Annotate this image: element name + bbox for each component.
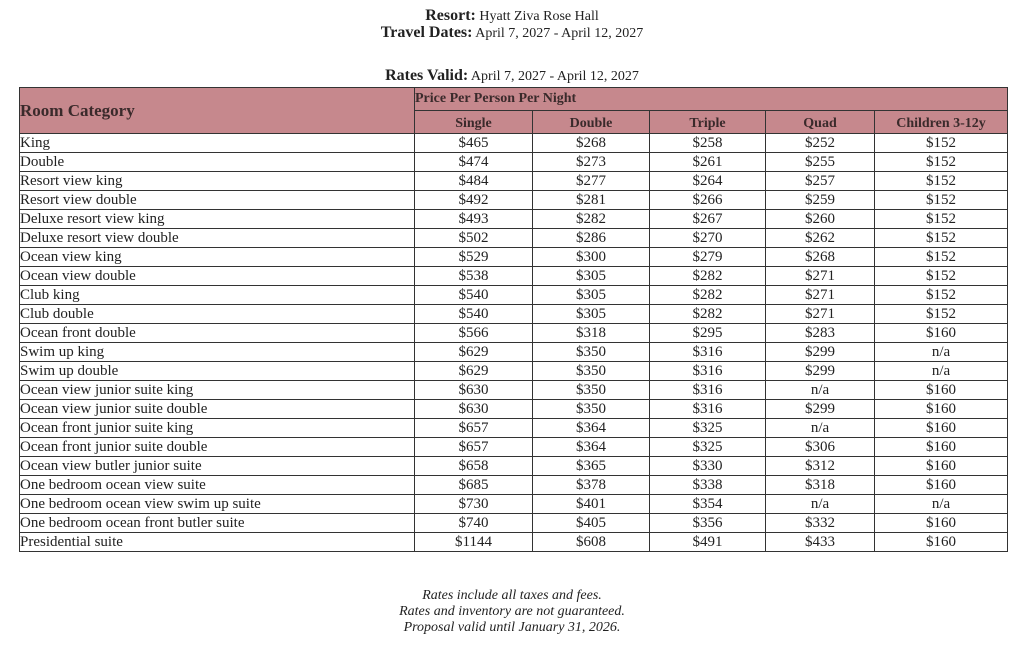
room-category-cell: Ocean view king <box>20 248 415 267</box>
footnotes <box>0 588 1024 636</box>
table-row <box>20 457 1008 476</box>
price-cell-single: $484 <box>415 172 533 191</box>
price-cell-children: n/a <box>875 495 1008 514</box>
price-cell-double: $281 <box>533 191 650 210</box>
price-cell-double: $350 <box>533 400 650 419</box>
table-row <box>20 514 1008 533</box>
price-cell-children: $152 <box>875 191 1008 210</box>
table-row <box>20 172 1008 191</box>
room-category-cell: One bedroom ocean front butler suite <box>20 514 415 533</box>
footnote-guarantee: Rates and inventory are not guaranteed. <box>399 604 625 619</box>
price-cell-double: $305 <box>533 305 650 324</box>
table-row <box>20 362 1008 381</box>
table-row <box>20 533 1008 552</box>
price-cell-children: $160 <box>875 514 1008 533</box>
price-cell-double: $365 <box>533 457 650 476</box>
price-cell-double: $277 <box>533 172 650 191</box>
room-category-cell: Ocean view double <box>20 267 415 286</box>
price-cell-double: $405 <box>533 514 650 533</box>
price-cell-single: $529 <box>415 248 533 267</box>
price-cell-children: $152 <box>875 210 1008 229</box>
price-cell-double: $273 <box>533 153 650 172</box>
price-cell-triple: $266 <box>650 191 766 210</box>
price-cell-quad: $271 <box>766 286 875 305</box>
room-category-cell: Swim up king <box>20 343 415 362</box>
price-cell-children: $160 <box>875 476 1008 495</box>
price-cell-quad: n/a <box>766 419 875 438</box>
room-category-cell: Club king <box>20 286 415 305</box>
price-cell-triple: $316 <box>650 343 766 362</box>
price-cell-double: $305 <box>533 267 650 286</box>
room-category-cell: Ocean view junior suite king <box>20 381 415 400</box>
price-cell-single: $630 <box>415 381 533 400</box>
room-category-cell: Deluxe resort view king <box>20 210 415 229</box>
price-cell-double: $378 <box>533 476 650 495</box>
resort-value: Hyatt Ziva Rose Hall <box>479 9 599 24</box>
room-category-cell: King <box>20 134 415 153</box>
travel-dates-line <box>0 24 1024 42</box>
price-cell-quad: n/a <box>766 381 875 400</box>
price-cell-single: $538 <box>415 267 533 286</box>
price-cell-quad: $299 <box>766 362 875 381</box>
price-cell-children: $152 <box>875 267 1008 286</box>
price-cell-single: $657 <box>415 419 533 438</box>
travel-dates-value: April 7, 2027 - April 12, 2027 <box>475 26 644 41</box>
rates-valid-value: April 7, 2027 - April 12, 2027 <box>470 69 639 84</box>
price-cell-double: $608 <box>533 533 650 552</box>
price-cell-quad: $299 <box>766 343 875 362</box>
footnote-taxes: Rates include all taxes and fees. <box>422 588 602 603</box>
price-cell-single: $540 <box>415 305 533 324</box>
room-category-cell: One bedroom ocean view swim up suite <box>20 495 415 514</box>
price-cell-children: $160 <box>875 438 1008 457</box>
table-row <box>20 400 1008 419</box>
room-category-cell: Ocean front junior suite double <box>20 438 415 457</box>
price-cell-children: $152 <box>875 305 1008 324</box>
table-row <box>20 134 1008 153</box>
price-cell-single: $492 <box>415 191 533 210</box>
price-cell-triple: $279 <box>650 248 766 267</box>
room-category-cell: Resort view king <box>20 172 415 191</box>
rates-table <box>19 87 1008 552</box>
table-row <box>20 438 1008 457</box>
price-cell-double: $350 <box>533 381 650 400</box>
column-header-quad: Quad <box>766 111 875 134</box>
price-cell-triple: $491 <box>650 533 766 552</box>
price-cell-double: $300 <box>533 248 650 267</box>
column-header-single: Single <box>415 111 533 134</box>
price-cell-single: $474 <box>415 153 533 172</box>
price-cell-quad: $260 <box>766 210 875 229</box>
price-cell-double: $364 <box>533 438 650 457</box>
price-cell-quad: $299 <box>766 400 875 419</box>
table-row <box>20 476 1008 495</box>
price-per-person-header: Price Per Person Per Night <box>415 88 1008 111</box>
rates-valid-line <box>0 67 1024 85</box>
price-cell-quad: $312 <box>766 457 875 476</box>
price-cell-triple: $270 <box>650 229 766 248</box>
price-cell-quad: $271 <box>766 267 875 286</box>
table-row <box>20 381 1008 400</box>
price-cell-single: $658 <box>415 457 533 476</box>
room-category-cell: Presidential suite <box>20 533 415 552</box>
price-cell-single: $502 <box>415 229 533 248</box>
table-row <box>20 305 1008 324</box>
table-row <box>20 343 1008 362</box>
price-cell-double: $305 <box>533 286 650 305</box>
price-cell-triple: $354 <box>650 495 766 514</box>
price-cell-children: $152 <box>875 134 1008 153</box>
room-category-cell: Ocean front double <box>20 324 415 343</box>
price-cell-double: $282 <box>533 210 650 229</box>
price-cell-children: $152 <box>875 153 1008 172</box>
price-cell-quad: $257 <box>766 172 875 191</box>
price-cell-single: $540 <box>415 286 533 305</box>
price-cell-single: $730 <box>415 495 533 514</box>
room-category-cell: Swim up double <box>20 362 415 381</box>
price-cell-triple: $325 <box>650 419 766 438</box>
room-category-cell: Resort view double <box>20 191 415 210</box>
price-cell-quad: $271 <box>766 305 875 324</box>
price-cell-single: $630 <box>415 400 533 419</box>
column-header-children: Children 3-12y <box>875 111 1008 134</box>
price-cell-single: $740 <box>415 514 533 533</box>
price-cell-triple: $316 <box>650 362 766 381</box>
price-cell-triple: $316 <box>650 400 766 419</box>
column-header-triple: Triple <box>650 111 766 134</box>
price-cell-single: $1144 <box>415 533 533 552</box>
price-cell-children: $160 <box>875 381 1008 400</box>
price-cell-quad: n/a <box>766 495 875 514</box>
price-cell-double: $401 <box>533 495 650 514</box>
price-cell-triple: $316 <box>650 381 766 400</box>
price-cell-children: n/a <box>875 343 1008 362</box>
price-cell-double: $350 <box>533 343 650 362</box>
price-cell-quad: $252 <box>766 134 875 153</box>
price-cell-children: $152 <box>875 248 1008 267</box>
price-cell-triple: $258 <box>650 134 766 153</box>
price-cell-quad: $332 <box>766 514 875 533</box>
price-cell-triple: $330 <box>650 457 766 476</box>
price-cell-double: $350 <box>533 362 650 381</box>
price-cell-children: $160 <box>875 457 1008 476</box>
price-cell-triple: $282 <box>650 305 766 324</box>
price-cell-double: $318 <box>533 324 650 343</box>
travel-dates-label: Travel Dates: <box>380 24 473 41</box>
price-cell-double: $268 <box>533 134 650 153</box>
resort-line <box>0 7 1024 25</box>
price-cell-children: $160 <box>875 400 1008 419</box>
room-category-cell: Deluxe resort view double <box>20 229 415 248</box>
price-cell-single: $566 <box>415 324 533 343</box>
price-cell-triple: $282 <box>650 286 766 305</box>
price-cell-triple: $295 <box>650 324 766 343</box>
price-cell-triple: $261 <box>650 153 766 172</box>
price-cell-children: $160 <box>875 419 1008 438</box>
footnote-proposal-valid: Proposal valid until January 31, 2026. <box>403 620 621 635</box>
rate-rows <box>20 134 1008 552</box>
price-cell-children: $160 <box>875 533 1008 552</box>
price-cell-quad: $306 <box>766 438 875 457</box>
price-cell-quad: $433 <box>766 533 875 552</box>
room-category-cell: Ocean view junior suite double <box>20 400 415 419</box>
price-cell-children: n/a <box>875 362 1008 381</box>
price-cell-triple: $282 <box>650 267 766 286</box>
room-category-header: Room Category <box>20 88 415 134</box>
price-cell-single: $685 <box>415 476 533 495</box>
price-cell-children: $152 <box>875 172 1008 191</box>
table-row <box>20 286 1008 305</box>
price-cell-single: $657 <box>415 438 533 457</box>
price-cell-quad: $255 <box>766 153 875 172</box>
room-category-cell: Ocean front junior suite king <box>20 419 415 438</box>
price-cell-quad: $259 <box>766 191 875 210</box>
price-cell-triple: $356 <box>650 514 766 533</box>
price-cell-quad: $283 <box>766 324 875 343</box>
price-cell-quad: $262 <box>766 229 875 248</box>
room-category-cell: Club double <box>20 305 415 324</box>
table-row <box>20 495 1008 514</box>
price-cell-double: $286 <box>533 229 650 248</box>
price-cell-single: $465 <box>415 134 533 153</box>
price-cell-single: $629 <box>415 343 533 362</box>
price-cell-double: $364 <box>533 419 650 438</box>
table-row <box>20 229 1008 248</box>
price-cell-children: $152 <box>875 229 1008 248</box>
price-cell-children: $152 <box>875 286 1008 305</box>
table-row <box>20 419 1008 438</box>
column-header-double: Double <box>533 111 650 134</box>
price-cell-single: $629 <box>415 362 533 381</box>
room-category-cell: One bedroom ocean view suite <box>20 476 415 495</box>
price-cell-triple: $267 <box>650 210 766 229</box>
price-cell-triple: $264 <box>650 172 766 191</box>
rates-valid-label: Rates Valid: <box>385 67 469 84</box>
table-row <box>20 324 1008 343</box>
room-category-cell: Double <box>20 153 415 172</box>
price-cell-quad: $318 <box>766 476 875 495</box>
price-cell-quad: $268 <box>766 248 875 267</box>
price-cell-triple: $325 <box>650 438 766 457</box>
table-row <box>20 248 1008 267</box>
table-row <box>20 210 1008 229</box>
price-cell-single: $493 <box>415 210 533 229</box>
price-cell-triple: $338 <box>650 476 766 495</box>
room-category-cell: Ocean view butler junior suite <box>20 457 415 476</box>
resort-label: Resort: <box>425 7 476 24</box>
table-row <box>20 191 1008 210</box>
price-cell-children: $160 <box>875 324 1008 343</box>
table-row <box>20 267 1008 286</box>
table-row <box>20 153 1008 172</box>
